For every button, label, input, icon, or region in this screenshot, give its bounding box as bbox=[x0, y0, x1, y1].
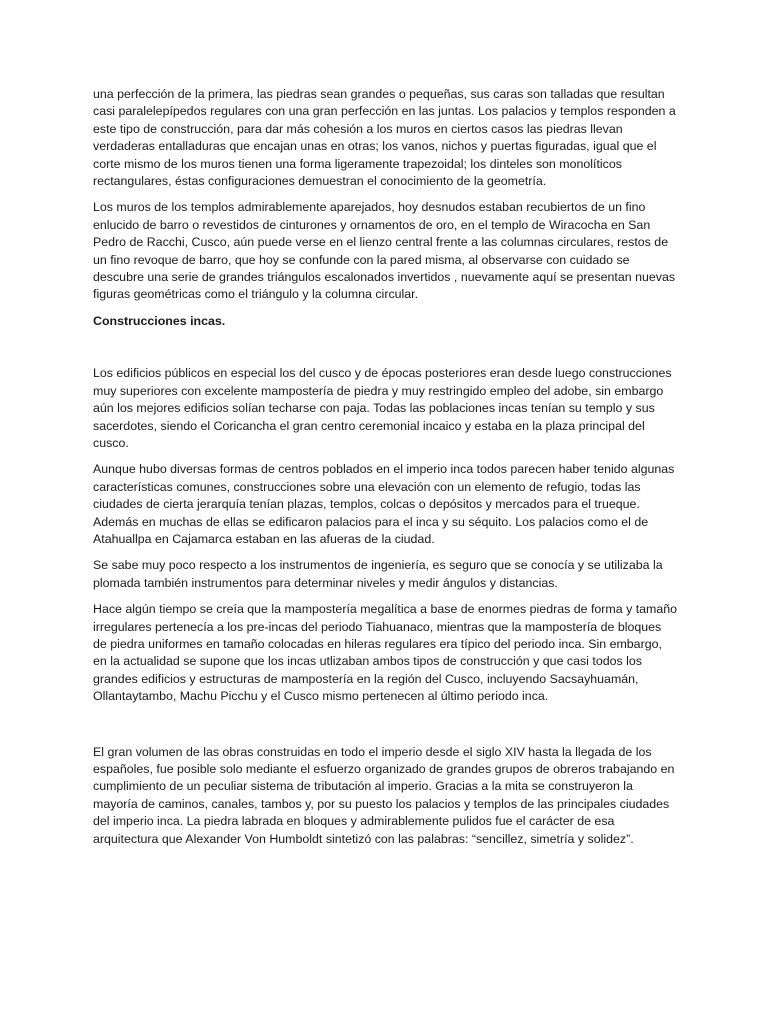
paragraph-engineering-instruments: Se sabe muy poco respecto a los instrumentos de ingeniería, es seguro que se conocía y se utilizaba la plomada también instrumentos para determinar niveles y medir ángulos y distancias. bbox=[93, 558, 663, 590]
blank-line bbox=[93, 715, 678, 744]
paragraph-public-buildings: Los edificios públicos en especial los del cusco y de épocas posteriores eran desde luego construcciones muy superiores con excelente mampostería de piedra y muy restringido empleo del adobe, sin embargo aún los mejores edificios solían techarse con paja. Todas las poblaciones incas tenían su templo y sus sacerdotes, siendo el Coricancha el gran centro ceremonial incaico y estaba en la plaza principal del cusco. bbox=[93, 366, 672, 450]
paragraph-works-volume: El gran volumen de las obras construidas en todo el imperio desde el siglo XIV hasta la llegada de los españoles, fue posible solo mediante el esfuerzo organizado de grandes grupos de obreros trabajando en cumplimiento de un peculiar sistema de tributación al imperio. Gracias a la mita se construyeron la mayoría de caminos, canales, tambos y, por su puesto los palacios y templos de las principales ciudades del imperio inca. La piedra labrada en bloques y admirablemente pulidos fue el carácter de esa arquitectura que Alexander Von Humboldt sintetizó con las palabras: “sencillez, simetría y solidez”. bbox=[93, 744, 675, 846]
blank-line bbox=[93, 339, 678, 365]
paragraph-population-centers: Aunque hubo diversas formas de centros poblados en el imperio inca todos parecen haber tenido algunas características comunes, construcciones sobre una elevación con un elemento de refugio, todas las ciudades de cierta jerarquía tenían plazas, templos, colcas o depósitos y mercados para el trueque. Además en muchas de ellas se edificaron palacios para el inca y su séquito. Los palacios como el de Atahuallpa en Cajamarca estaban en las afueras de la ciudad. bbox=[93, 462, 675, 546]
paragraph-stone-perfection: una perfección de la primera, las piedras sean grandes o pequeñas, sus caras son talladas que resultan casi paralelepípedos regulares con una gran perfección en las juntas. Los palacios y templos responden a este tipo de construcción, para dar más cohesión a los muros en ciertos casos las piedras llevan verdaderas entalladuras que encajan unas en otras; los vanos, nichos y puertas figuradas, igual que el corte mismo de los muros tienen una forma ligeramente trapezoidal; los dinteles son monolíticos rectangulares, éstas configuraciones demuestran el conocimiento de la geometría. bbox=[93, 87, 676, 189]
paragraph-temple-walls: Los muros de los templos admirablemente aparejados, hoy desnudos estaban recubiertos de un fino enlucido de barro o revestidos de cinturones y ornamentos de oro, en el templo de Wiracocha en San Pedro de Racchi, Cusco, aún puede verse en el lienzo central frente a las columnas circulares, restos de un fino revoque de barro, que hoy se confunde con la pared misma, al observarse con cuidado se descubre una serie de grandes triángulos escalonados invertidos , nuevamente aquí se presentan nuevas figuras geométricas como el triángulo y la columna circular. bbox=[93, 200, 676, 302]
section-heading: Construcciones incas. bbox=[93, 313, 226, 328]
document-page bbox=[93, 86, 678, 857]
paragraph-megalithic-masonry: Hace algún tiempo se creía que la mampostería megalítica a base de enormes piedras de forma y tamaño irregulares pertenecía a los pre-incas del periodo Tiahuanaco, mientras que la mampostería de bloques de piedra uniformes en tamaño colocadas en hileras regulares era típico del periodo inca. Sin embargo, en la actualidad se supone que los incas utlizaban ambos tipos de construcción y que casi todos los grandes edificios y estructuras de mampostería en la región del Cusco, incluyendo Sacsayhuamán, Ollantaytambo, Machu Picchu y el Cusco mismo pertenecen al último periodo inca. bbox=[93, 602, 678, 704]
